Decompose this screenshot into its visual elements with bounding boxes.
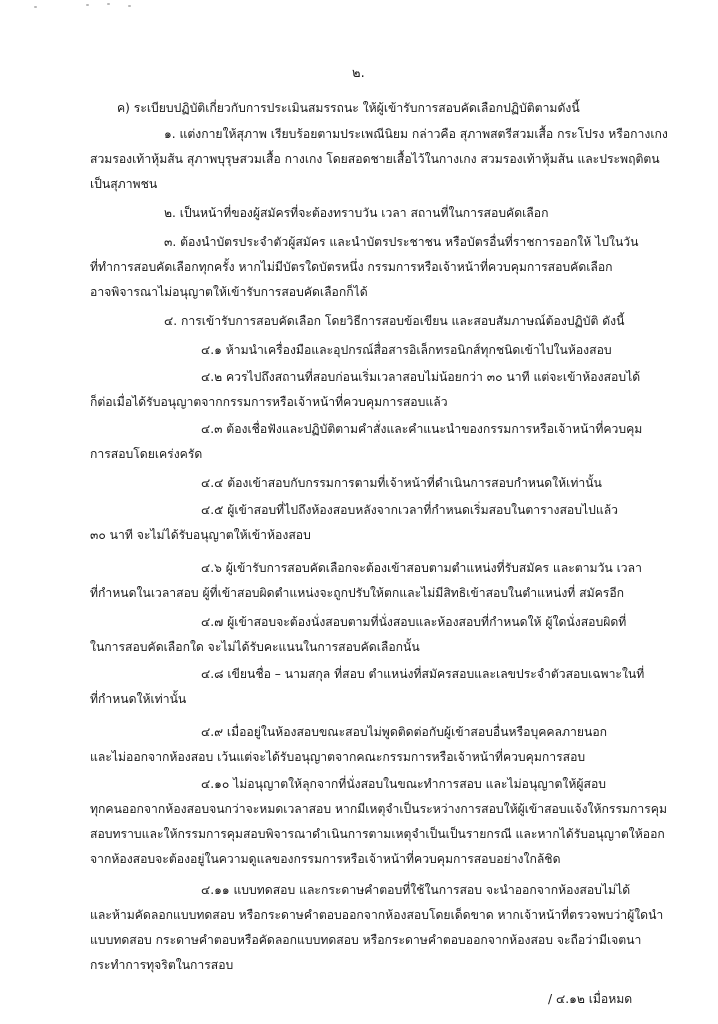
subitem-4-8-line-1: ๔.๘ เขียนชื่อ – นามสกุล ที่สอบ ตำแหน่งที่สมัครสอบและเลขประจำตัวสอบเฉพาะในที่ — [201, 667, 645, 681]
subitem-4-10-line-2: ทุกคนออกจากห้องสอบจนกว่าจะหมดเวลาสอบ หากมีเหตุจำเป็นระหว่างการสอบให้ผู้เข้าสอบแจ้งให้กรรมการคุม — [90, 802, 667, 816]
subitem-4-2-line-1: ๔.๒ ควรไปถึงสถานที่สอบก่อนเริ่มเวลาสอบไม่น้อยกว่า ๓๐ นาที แต่จะเข้าห้องสอบได้ — [201, 370, 641, 384]
item-3-line-1: ๓. ต้องนำบัตรประจำตัวผู้สมัคร และนำบัตรประชาชน หรือบัตรอื่นที่ราชการออกให้ ไปในวัน — [164, 235, 639, 249]
subitem-4-11-line-4: กระทำการทุจริตในการสอบ — [90, 958, 234, 972]
item-4-line-1: ๔. การเข้ารับการสอบคัดเลือก โดยวิธีการสอบข้อเขียน และสอบสัมภาษณ์ต้องปฏิบัติ ดังนี้ — [164, 314, 625, 328]
item-2-line-1: ๒. เป็นหน้าที่ของผู้สมัครที่จะต้องทราบวัน เวลา สถานที่ในการสอบคัดเลือก — [164, 206, 549, 220]
item-1-line-2: สวมรองเท้าหุ้มส้น สุภาพบุรุษสวมเสื้อ กางเกง โดยสอดชายเสื้อไว้ในกางเกง สวมรองเท้าหุ้มส้น และประพฤติตน — [90, 152, 660, 166]
subitem-4-11-line-2: และห้ามคัดลอกแบบทดสอบ หรือกระดาษคำตอบออกจากห้องสอบโดยเด็ดขาด หากเจ้าหน้าที่ตรวจพบว่าผู้ใดนำ — [90, 908, 664, 922]
subitem-4-2-line-2: ก็ต่อเมื่อได้รับอนุญาตจากกรรมการหรือเจ้าหน้าที่ควบคุมการสอบแล้ว — [90, 395, 448, 409]
subitem-4-9-line-2: และไม่ออกจากห้องสอบ เว้นแต่จะได้รับอนุญาตจากคณะกรรมการหรือเจ้าหน้าที่ควบคุมการสอบ — [90, 750, 586, 764]
subitem-4-5-line-2: ๓๐ นาที จะไม่ได้รับอนุญาตให้เข้าห้องสอบ — [90, 528, 311, 542]
subitem-4-5-line-1: ๔.๕ ผู้เข้าสอบที่ไปถึงห้องสอบหลังจากเวลาที่กำหนดเริ่มสอบในตารางสอบไปแล้ว — [201, 503, 619, 517]
scan-speck — [34, 6, 37, 8]
item-3-line-2: ที่ทำการสอบคัดเลือกทุกครั้ง หากไม่มีบัตรใดบัตรหนึ่ง กรรมการหรือเจ้าหน้าที่ควบคุมการสอบคัดเลือก — [90, 260, 613, 274]
subitem-4-11-line-3: แบบทดสอบ กระดาษคำตอบหรือคัดลอกแบบทดสอบ หรือกระดาษคำตอบออกจากห้องสอบ จะถือว่ามีเจตนา — [90, 933, 642, 947]
subitem-4-9-line-1: ๔.๙ เมื่ออยู่ในห้องสอบขณะสอบไม่พูดติดต่อกับผู้เข้าสอบอื่นหรือบุคคลภายนอก — [201, 725, 608, 739]
section-title: ค) ระเบียบปฏิบัติเกี่ยวกับการประเมินสมรรถนะ ให้ผู้เข้ารับการสอบคัดเลือกปฏิบัติตามดังนี้ — [117, 101, 580, 115]
subitem-4-4-line-1: ๔.๔ ต้องเข้าสอบกับกรรมการตามที่เจ้าหน้าที่ดำเนินการสอบกำหนดให้เท่านั้น — [201, 476, 602, 490]
item-3-line-3: อาจพิจารณาไม่อนุญาตให้เข้ารับการสอบคัดเลือกก็ได้ — [90, 285, 368, 299]
subitem-4-7-line-1: ๔.๗ ผู้เข้าสอบจะต้องนั่งสอบตามที่นั่งสอบและห้องสอบที่กำหนดให้ ผู้ใดนั่งสอบผิดที่ — [201, 615, 627, 629]
item-1-line-3: เป็นสุภาพชน — [90, 177, 158, 191]
subitem-4-1-line-1: ๔.๑ ห้ามนำเครื่องมือและอุปกรณ์สื่อสารอิเล็กทรอนิกส์ทุกชนิดเข้าไปในห้องสอบ — [201, 343, 612, 357]
scan-speck — [107, 3, 110, 5]
subitem-4-10-line-3: สอบทราบและให้กรรมการคุมสอบพิจารณาดำเนินการตามเหตุจำเป็นเป็นรายกรณี และหากได้รับอนุญาตให้ออก — [90, 827, 665, 841]
subitem-4-3-line-1: ๔.๓ ต้องเชื่อฟังและปฏิบัติตามคำสั่งและคำแนะนำของกรรมการหรือเจ้าหน้าที่ควบคุม — [201, 422, 643, 436]
scan-speck — [86, 4, 89, 6]
item-1-line-1: ๑. แต่งกายให้สุภาพ เรียบร้อยตามประเพณีนิยม กล่าวคือ สุภาพสตรีสวมเสื้อ กระโปรง หรือกางเกง — [164, 127, 668, 141]
subitem-4-6-line-2: ที่กำหนดในเวลาสอบ ผู้ที่เข้าสอบผิดตำแหน่งจะถูกปรับให้ตกและไม่มีสิทธิเข้าสอบในตำแหน่งที่ สมัครอีก — [90, 586, 625, 600]
subitem-4-8-line-2: ที่กำหนดให้เท่านั้น — [90, 692, 187, 706]
continuation-note: / ๔.๑๒ เมื่อหมด — [548, 992, 633, 1006]
page-number: ๒. — [352, 66, 365, 81]
subitem-4-6-line-1: ๔.๖ ผู้เข้ารับการสอบคัดเลือกจะต้องเข้าสอบตามตำแหน่งที่รับสมัคร และตามวัน เวลา — [201, 561, 642, 575]
subitem-4-3-line-2: การสอบโดยเคร่งครัด — [90, 447, 203, 461]
scan-speck — [128, 5, 131, 7]
subitem-4-10-line-1: ๔.๑๐ ไม่อนุญาตให้ลุกจากที่นั่งสอบในขณะทำการสอบ และไม่อนุญาตให้ผู้สอบ — [201, 777, 607, 791]
subitem-4-7-line-2: ในการสอบคัดเลือกใด จะไม่ได้รับคะแนนในการสอบคัดเลือกนั้น — [90, 640, 420, 654]
subitem-4-11-line-1: ๔.๑๑ แบบทดสอบ และกระดาษคำตอบที่ใช้ในการสอบ จะนำออกจากห้องสอบไม่ได้ — [201, 883, 631, 897]
subitem-4-10-line-4: จากห้องสอบจะต้องอยู่ในความดูแลของกรรมการหรือเจ้าหน้าที่ควบคุมการสอบอย่างใกล้ชิด — [90, 852, 561, 866]
